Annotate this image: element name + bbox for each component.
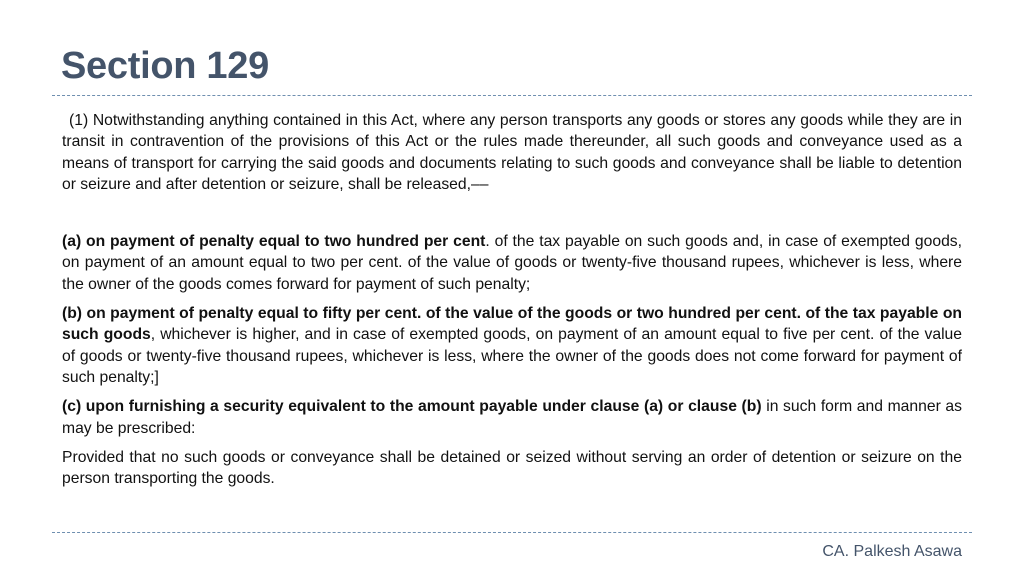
bottom-dashed-divider	[52, 532, 972, 533]
top-dashed-divider	[52, 95, 972, 96]
clause-c-paragraph	[62, 396, 962, 439]
slide-title: Section 129	[61, 45, 269, 87]
clause-a-text: . of the tax payable on such goods and, in case of exempted goods, on payment of an amount equal to two per cent. of the value of goods or twenty-five thousand rupees, whichever is less, where the owner of the goods comes forward for payment of such penalty;	[62, 233, 962, 293]
clause-b-paragraph	[62, 303, 962, 388]
clause-b-text: , whichever is higher, and in case of exempted goods, on payment of an amount equal to five per cent. of the value of goods or twenty-five thousand rupees, whichever is less, where the owner of the goods does not come forward for payment of such penalty;]	[62, 326, 963, 386]
clause-a-heading: (a) on payment of penalty equal to two hundred per cent	[62, 233, 486, 251]
footer-author: CA. Palkesh Asawa	[822, 543, 962, 560]
clause-a-paragraph	[62, 231, 962, 295]
clause-b-heading: (b) on payment of penalty equal to fifty per cent. of the value of the goods or two hundred per cent. of the tax payable on such goods	[62, 305, 962, 344]
clause-c-heading: (c) upon furnishing a security equivalent to the amount payable under clause (a) or clause (b)	[62, 398, 762, 416]
proviso-paragraph: Provided that no such goods or conveyance shall be detained or seized without serving an order of detention or seizure on the person transporting the goods.	[62, 448, 962, 488]
clause-c-text: in such form and manner as may be prescribed:	[62, 398, 962, 437]
section-body	[62, 110, 962, 489]
intro-paragraph: (1) Notwithstanding anything contained in this Act, where any person transports any goods or stores any goods while they are in transit in contravention of the provisions of this Act or the rules made thereunder, all such goods and conveyance used as a means of transport for carrying the said goods and documents relating to such goods and conveyance shall be liable to detention or seizure and after detention or seizure, shall be released,––	[62, 112, 962, 193]
